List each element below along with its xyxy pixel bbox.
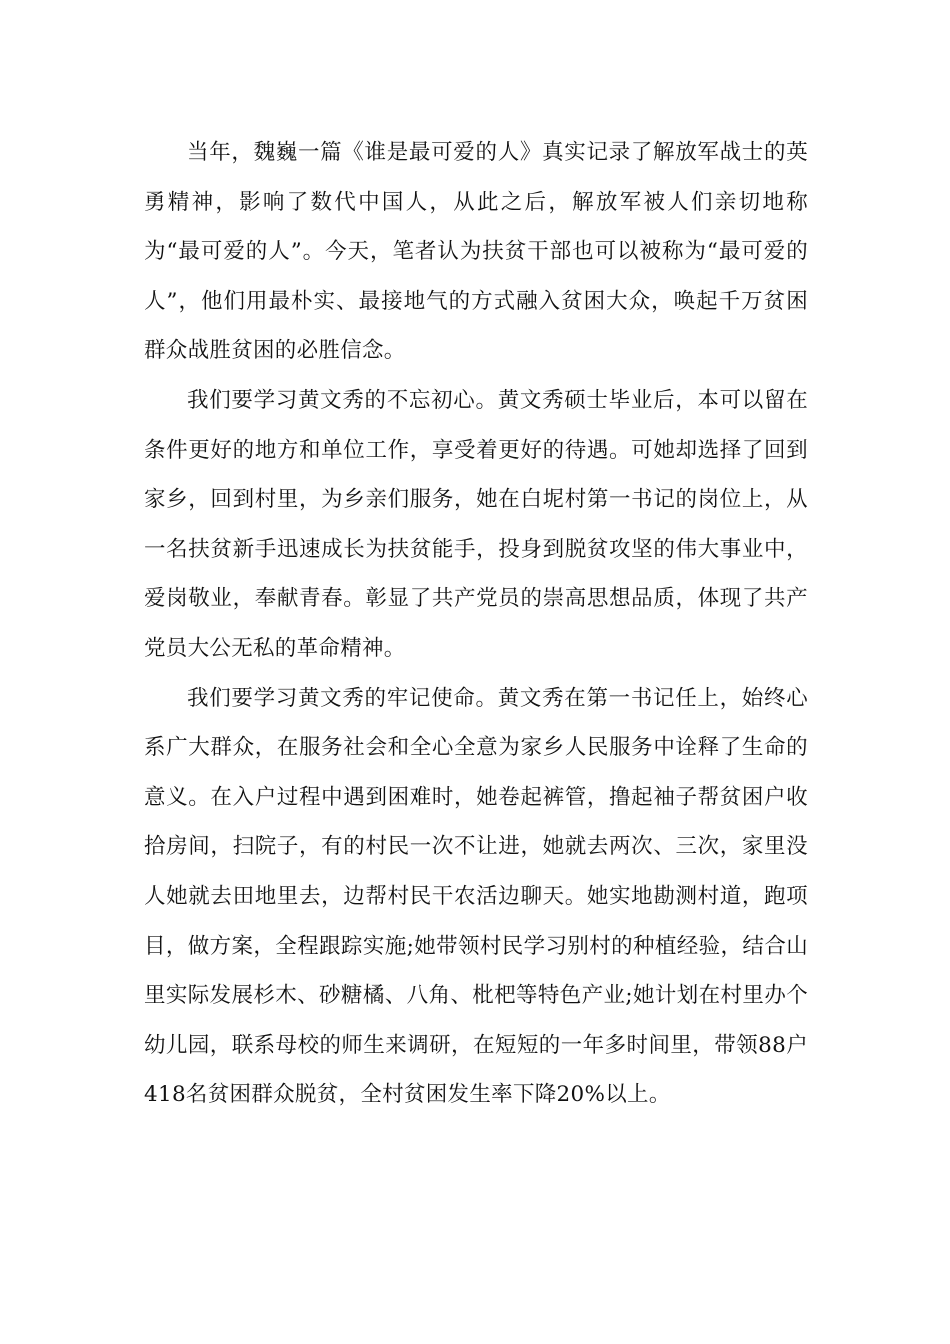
paragraph-3: 我们要学习黄文秀的牢记使命。黄文秀在第一书记任上，始终心系广大群众，在服务社会和全心全意为家乡人民服务中诠释了生命的意义。在入户过程中遇到困难时，她卷起裤管，撸起袖子帮贫困户收拾房间，扫院子，有的村民一次不让进，她就去两次、三次，家里没人她就去田地里去，边帮村民干农活边聊天。她实地勘测村道，跑项目，做方案，全程跟踪实施;她带领村民学习别村的种植经验，结合山里实际发展杉木、砂糖橘、八角、枇杷等特色产业;她计划在村里办个幼儿园，联系母校的师生来调研，在短短的一年多时间里，带领88户418名贫困群众脱贫，全村贫困发生率下降20%以上。 (144, 685, 808, 1108)
document-body (144, 128, 808, 1120)
paragraph-2: 我们要学习黄文秀的不忘初心。黄文秀硕士毕业后，本可以留在条件更好的地方和单位工作，享受着更好的待遇。可她却选择了回到家乡，回到村里，为乡亲们服务，她在白坭村第一书记的岗位上，从一名扶贫新手迅速成长为扶贫能手，投身到脱贫攻坚的伟大事业中，爱岗敬业，奉献青春。彰显了共产党员的崇高思想品质，体现了共产党员大公无私的革命精神。 (144, 387, 808, 661)
paragraph-1: 当年，魏巍一篇《谁是最可爱的人》真实记录了解放军战士的英勇精神，影响了数代中国人，从此之后，解放军被人们亲切地称为“最可爱的人”。今天，笔者认为扶贫干部也可以被称为“最可爱的人”，他们用最朴实、最接地气的方式融入贫困大众，唤起千万贫困群众战胜贫困的必胜信念。 (144, 140, 808, 364)
